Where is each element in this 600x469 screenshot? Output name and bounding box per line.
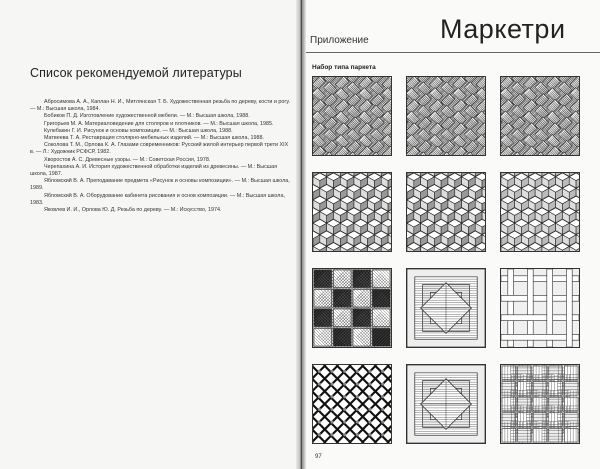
parquet-pattern-diamond-lattice: [500, 172, 580, 252]
parquet-pattern-herringbone: [312, 76, 392, 156]
left-page: [0, 0, 296, 469]
bibliography-entry: Ябломский В. А. Оборудование кабинета рисования и основ композиции. — М.: Высшая школа, 1983.: [30, 192, 285, 206]
bibliography-list: [30, 99, 292, 214]
header-rule: [306, 52, 600, 53]
parquet-pattern-cube-lattice: [312, 172, 392, 252]
parquet-pattern-drawing: [407, 269, 485, 347]
parquet-pattern-drawing: [313, 77, 391, 155]
bibliography-entry: Соколова Т. М., Орлова К. А. Глазами современников: Русский жилой интерьер первой трети XIX в. — Л.: Художник РСФСР, 1982.: [30, 142, 289, 156]
bibliography-entry: Матвеева Т. А. Реставрация столярно-мебельных изделий. — М.: Высшая школа, 1988.: [44, 135, 264, 142]
bibliography-entry: Бобиков П. Д. Изготовление художественной мебели. — М.: Высшая школа, 1988.: [44, 113, 250, 120]
parquet-pattern-drawing: [501, 77, 579, 155]
bibliography-entry: Черепахина А. И. История художественной обработки изделий из древесины. — М.: Высшая школа, 1987.: [30, 163, 278, 178]
parquet-pattern-drawing: [407, 77, 485, 155]
parquet-pattern-basketweave: [312, 268, 392, 348]
parquet-pattern-drawing: [313, 365, 391, 443]
page-number: 97: [315, 454, 322, 460]
parquet-pattern-cube-lattice: [406, 172, 486, 252]
parquet-pattern-herringbone: [406, 76, 486, 156]
parquet-pattern-herringbone: [500, 76, 580, 156]
parquet-pattern-diagonal-lattice: [312, 364, 392, 444]
bibliography-entry: Яковлев И. И., Орлова Ю. Д. Резьба по дереву. — М.: Искусство, 1974.: [44, 207, 222, 214]
bibliography-entry: Ябломский В. А. Преподавание предмета «Рисунок и основы композиции». — М.: Высшая школа, 1989.: [30, 178, 290, 192]
parquet-pattern-woven-grid: [500, 364, 580, 444]
parquet-pattern-drawing: [407, 173, 485, 251]
parquet-pattern-square-in-square: [406, 268, 486, 348]
parquet-pattern-square-in-square: [406, 364, 486, 444]
bibliography-heading: Список рекомендуемой литературы: [30, 66, 242, 80]
parquet-pattern-drawing: [501, 365, 579, 443]
parquet-pattern-drawing: [407, 365, 485, 443]
parquet-pattern-drawing: [501, 269, 579, 347]
parquet-pattern-open-lattice: [500, 268, 580, 348]
bibliography-entry: Хворостов А. С. Древесные узоры. — М.: Советская Россия, 1978.: [44, 156, 211, 163]
book-gutter: [296, 0, 306, 469]
page-title: Маркетри: [440, 14, 566, 44]
parquet-pattern-drawing: [501, 173, 579, 251]
section-label: Приложение: [310, 35, 369, 46]
parquet-pattern-drawing: [313, 269, 391, 347]
bibliography-entry: Абросимова А. А., Каплан Н. И., Митлянская Т. Б. Художественная резьба по дереву, кости и рогу. — М.: Высшая школа, 1984.: [30, 99, 290, 113]
bibliography-entry: Кулебакин Г. И. Рисунок и основы композиции. — М.: Высшая школа, 1988.: [44, 127, 233, 134]
bibliography-entry: Григорьев М. А. Материаловедение для столяров и плотников. — М.: Высшая школа, 1985.: [44, 120, 274, 127]
figure-caption: Набор типа паркета: [312, 64, 376, 71]
parquet-pattern-drawing: [313, 173, 391, 251]
parquet-figure-grid: [312, 76, 582, 456]
